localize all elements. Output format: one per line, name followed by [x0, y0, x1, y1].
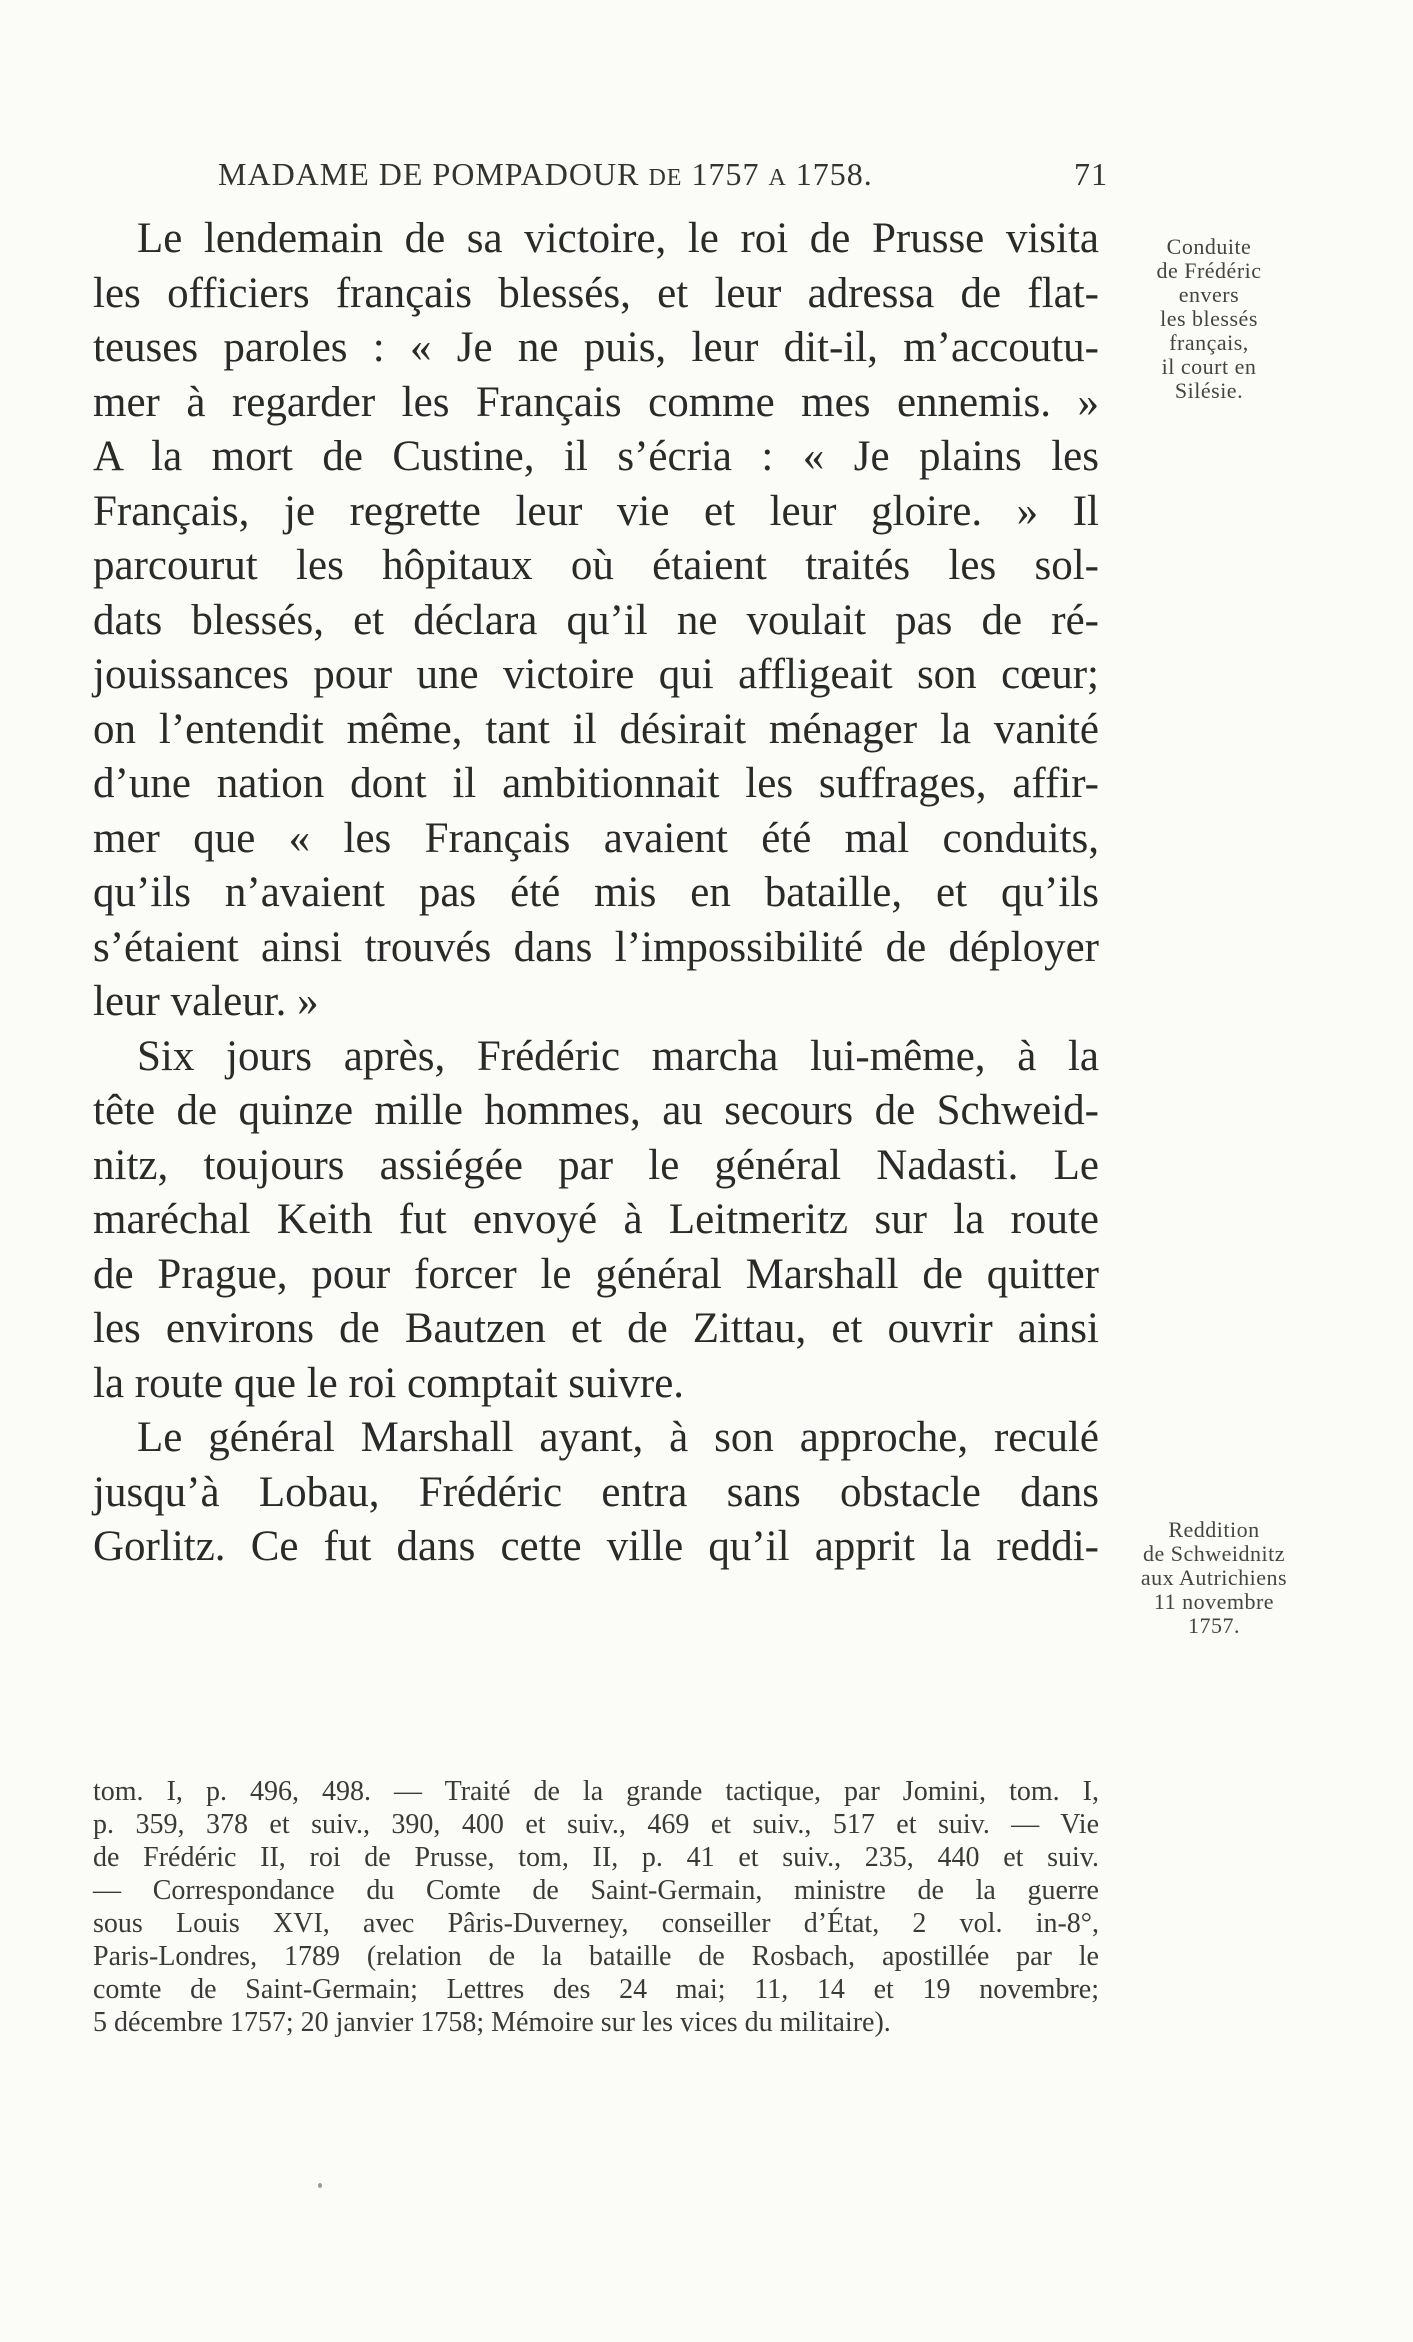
- margin-note-line: aux Autrichiens: [1140, 1565, 1288, 1590]
- running-head-de: DE: [648, 165, 683, 191]
- body-line: la route que le roi comptait suivre.: [93, 1359, 685, 1407]
- page-number: 71: [1074, 156, 1108, 192]
- body-line: les environs de Bautzen et de Zittau, et ouvrir ainsi: [93, 1305, 1099, 1352]
- body-line: s’étaient ainsi trouvés dans l’impossibilité de déployer: [93, 923, 1099, 971]
- running-head-main: MADAME DE POMPADOUR: [218, 156, 640, 192]
- body-line: Le lendemain de sa victoire, le roi de Prusse visita: [137, 215, 1099, 262]
- margin-note-line: de Frédéric: [1156, 258, 1262, 283]
- body-text: [93, 212, 1099, 1575]
- margin-note-line: 1757.: [1188, 1613, 1240, 1638]
- margin-note-schweidnitz: [1116, 1518, 1312, 1638]
- margin-note-frederic-conduct: [1124, 235, 1294, 403]
- margin-note-line: 11 novembre: [1153, 1589, 1275, 1614]
- body-line: nitz, toujours assiégée par le général Nadasti. Le: [93, 1141, 1099, 1189]
- body-line: mer à regarder les Français comme mes ennemis. »: [93, 378, 1099, 426]
- paper-speck: [318, 2183, 322, 2188]
- margin-note-line: Conduite: [1166, 234, 1252, 259]
- running-head-a: A: [768, 165, 787, 191]
- margin-note-line: envers: [1178, 282, 1240, 307]
- body-line: tête de quinze mille hommes, au secours de Schweid-: [93, 1087, 1099, 1134]
- footnote-line: p. 359, 378 et suiv., 390, 400 et suiv., 469 et suiv., 517 et suiv. — Vie: [93, 1809, 1099, 1840]
- footnotes: [93, 1775, 1099, 2039]
- body-line: jouissances pour une victoire qui affligeait son cœur;: [93, 651, 1099, 698]
- footnote-line: de Frédéric II, roi de Prusse, tom, II, p. 41 et suiv., 235, 440 et suiv.: [93, 1842, 1099, 1873]
- body-line: leur valeur. »: [93, 978, 319, 1025]
- body-line: maréchal Keith fut envoyé à Leitmeritz sur la route: [93, 1196, 1099, 1243]
- footnote-line: — Correspondance du Comte de Saint-Germain, ministre de la guerre: [93, 1875, 1099, 1906]
- body-line: Six jours après, Frédéric marcha lui-même, à la: [137, 1032, 1099, 1080]
- body-line: qu’ils n’avaient pas été mis en bataille, et qu’ils: [93, 869, 1099, 916]
- body-line: jusqu’à Lobau, Frédéric entra sans obstacle dans: [93, 1468, 1099, 1516]
- body-line: d’une nation dont il ambitionnait les suffrages, affir-: [93, 760, 1099, 807]
- running-head-title: [218, 156, 873, 193]
- body-line: Le général Marshall ayant, à son approche, reculé: [137, 1414, 1099, 1461]
- body-line: A la mort de Custine, il s’écria : « Je plains les: [93, 433, 1099, 480]
- margin-note-line: Reddition: [1168, 1517, 1260, 1542]
- body-line: de Prague, pour forcer le général Marshall de quitter: [93, 1250, 1099, 1298]
- running-head-year-start: 1757: [691, 156, 760, 192]
- body-line: dats blessés, et déclara qu’il ne voulait pas de ré-: [93, 596, 1099, 644]
- footnote-line: tom. I, p. 496, 498. — Traité de la grande tactique, par Jomini, tom. I,: [93, 1776, 1099, 1807]
- margin-note-line: de Schweidnitz: [1142, 1541, 1286, 1566]
- running-head-year-end: 1758.: [795, 156, 873, 192]
- body-line: on l’entendit même, tant il désirait ménager la vanité: [93, 705, 1099, 753]
- footnote-line: 5 décembre 1757; 20 janvier 1758; Mémoire sur les vices du militaire).: [93, 2007, 891, 2038]
- footnote-line: sous Louis XVI, avec Pâris-Duverney, conseiller d’État, 2 vol. in-8°,: [93, 1908, 1099, 1939]
- margin-note-line: il court en: [1161, 354, 1257, 379]
- margin-note-line: Silésie.: [1174, 378, 1244, 403]
- running-head: [218, 156, 1108, 196]
- body-line: Français, je regrette leur vie et leur gloire. » Il: [93, 487, 1099, 535]
- margin-note-line: français,: [1169, 330, 1249, 355]
- body-line: mer que « les Français avaient été mal conduits,: [93, 814, 1099, 862]
- body-line: teuses paroles : « Je ne puis, leur dit-il, m’accoutu-: [93, 324, 1099, 371]
- margin-note-line: les blessés: [1160, 306, 1258, 331]
- body-line: les officiers français blessés, et leur adressa de flat-: [93, 269, 1099, 317]
- body-line: Gorlitz. Ce fut dans cette ville qu’il apprit la reddi-: [93, 1523, 1099, 1570]
- footnote-line: Paris-Londres, 1789 (relation de la bataille de Rosbach, apostillée par le: [93, 1941, 1099, 1972]
- body-line: parcourut les hôpitaux où étaient traités les sol-: [93, 542, 1099, 589]
- footnote-line: comte de Saint-Germain; Lettres des 24 mai; 11, 14 et 19 novembre;: [93, 1974, 1099, 2005]
